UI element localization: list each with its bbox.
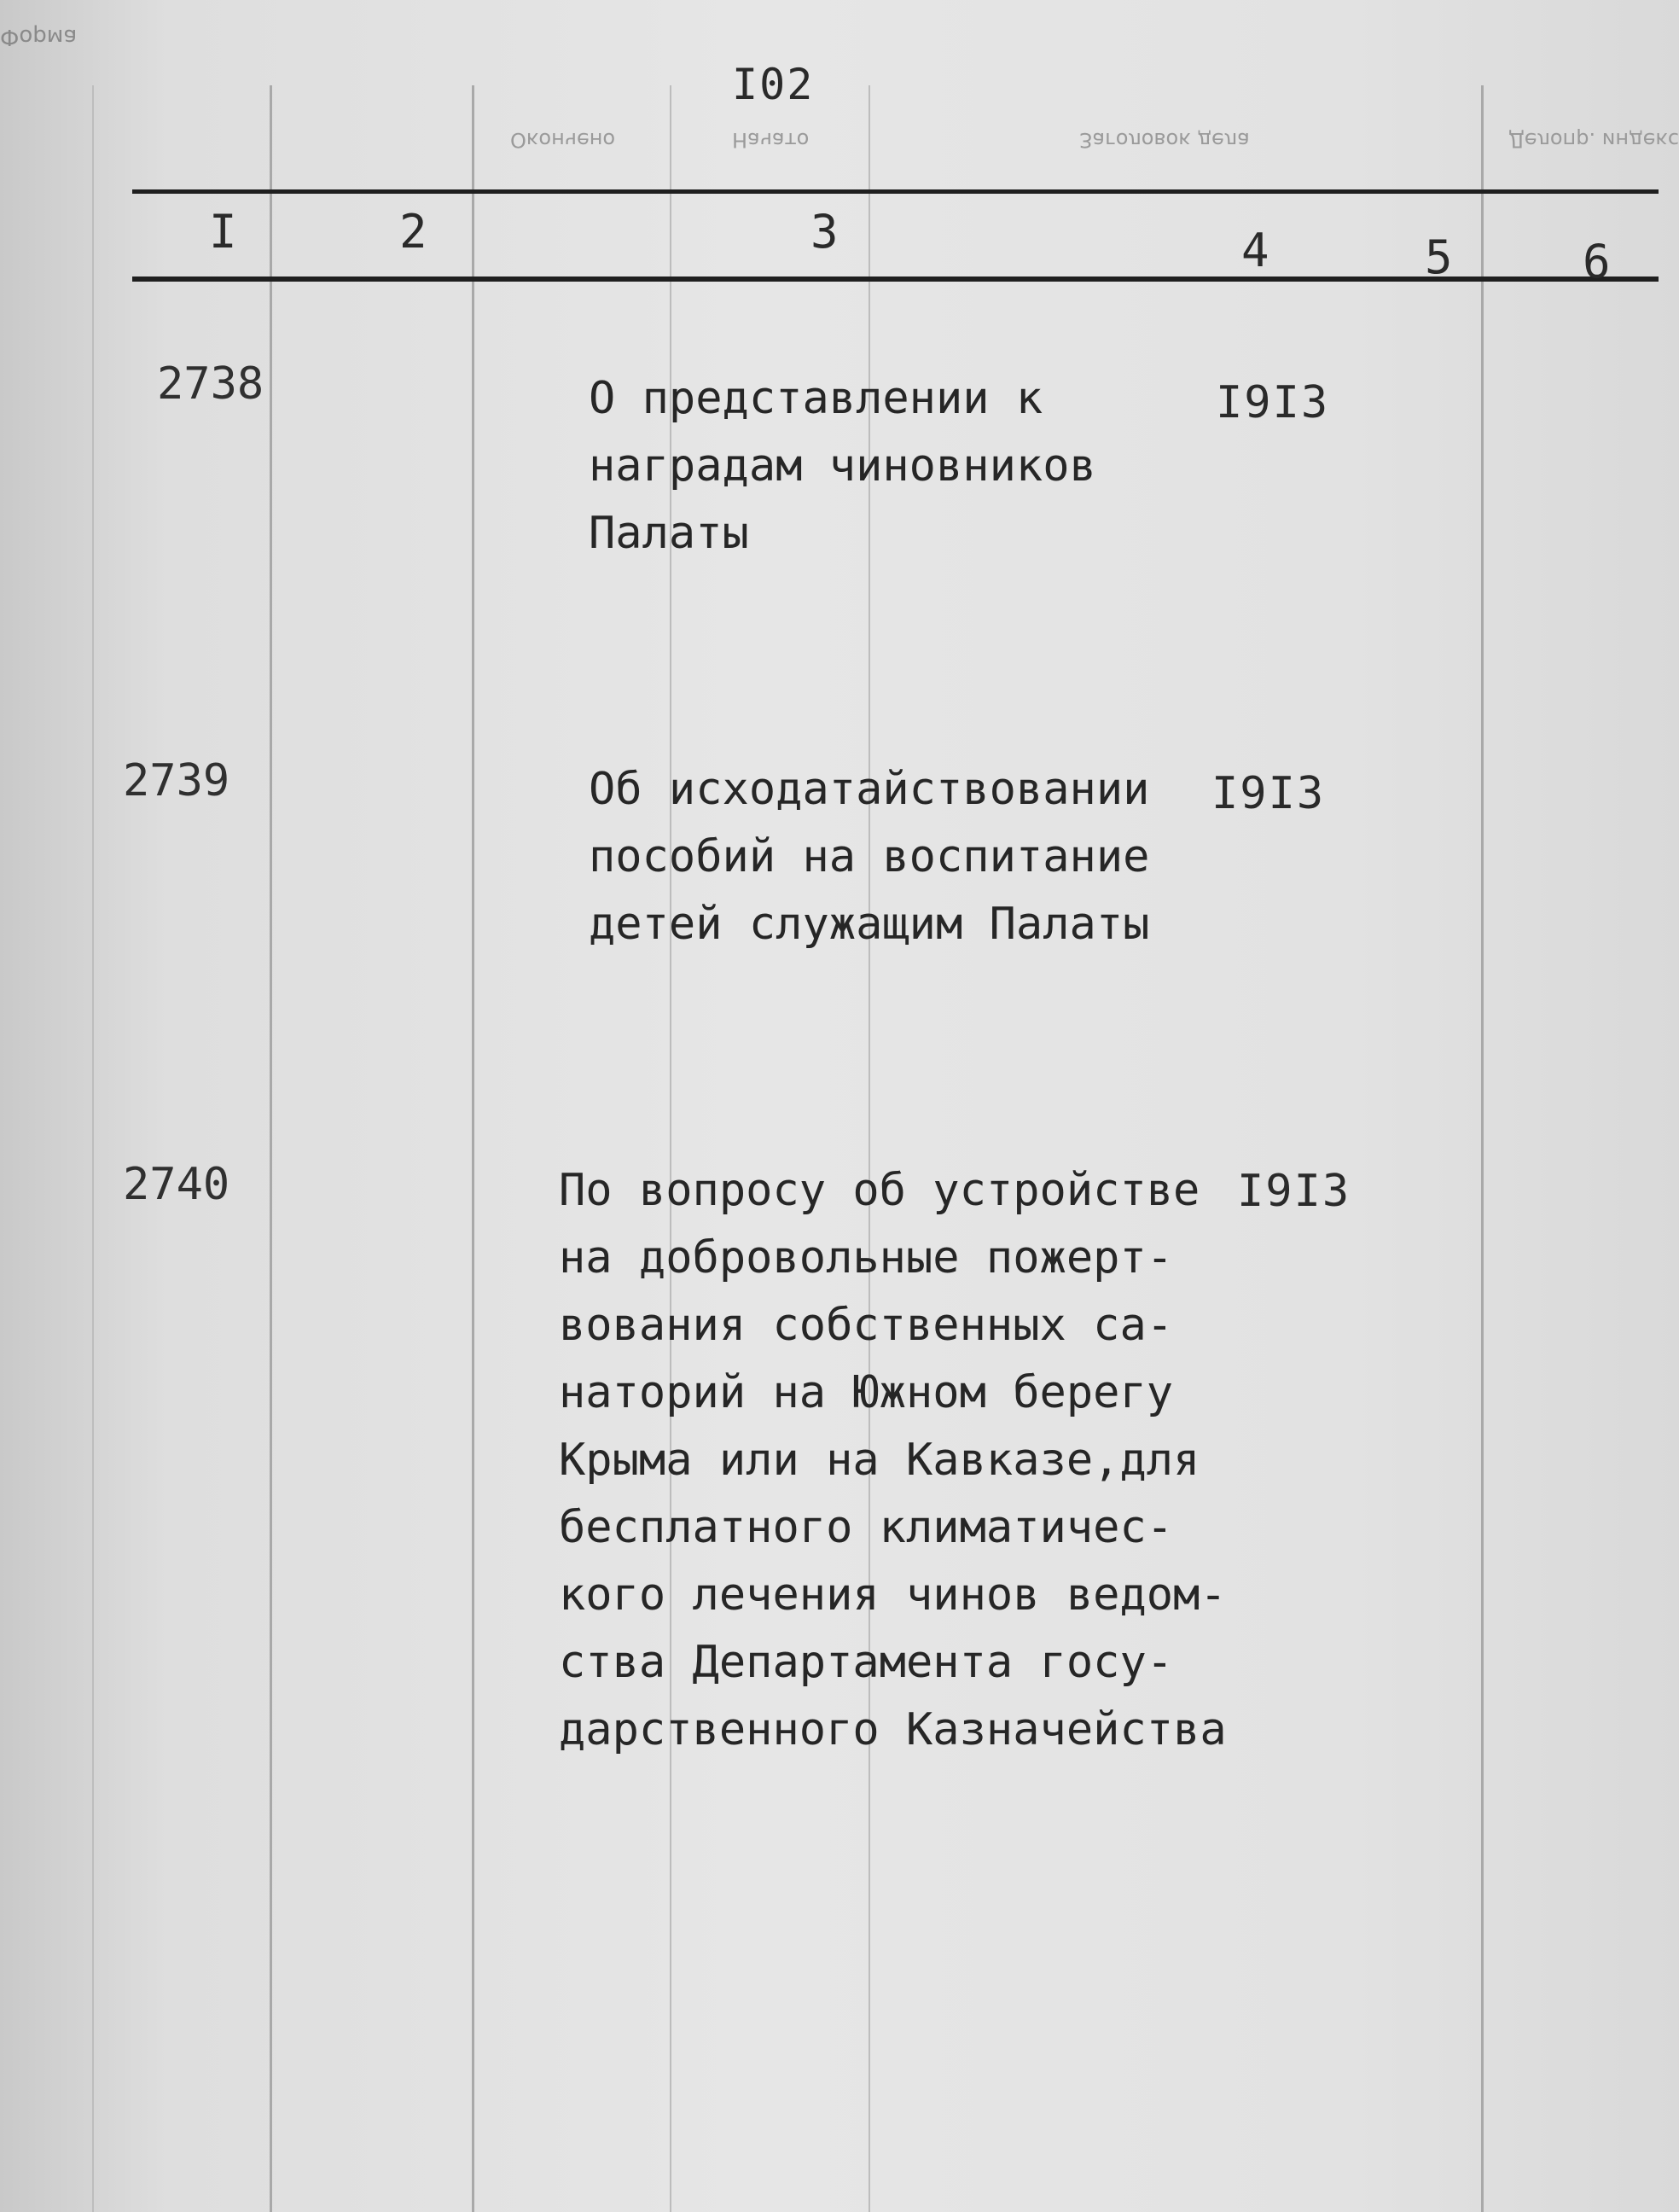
record-title-line: детей служащим Палаты <box>589 899 1150 950</box>
record-year: I9I3 <box>1237 1166 1351 1217</box>
record-title-line: ства Департамента госу- <box>559 1637 1174 1688</box>
record-title-line: на добровольные пожерт- <box>559 1232 1174 1284</box>
column-number-2: 2 <box>399 205 427 259</box>
column-rule <box>92 85 94 2212</box>
record-title-line: кого лечения чинов ведом- <box>559 1569 1227 1621</box>
record-year: I9I3 <box>1216 377 1330 428</box>
column-number-1: I <box>209 205 237 259</box>
record-title-line: наторий на Южном берегу <box>559 1367 1174 1418</box>
column-rule <box>1481 85 1484 2212</box>
column-heading: Окончено <box>510 128 616 152</box>
column-number-6: 6 <box>1583 235 1611 288</box>
record-title-line: По вопросу об устройстве <box>559 1165 1200 1216</box>
column-heading: Заголовок дела <box>1079 128 1250 152</box>
header-rule-top <box>132 189 1659 194</box>
page-number: I02 <box>732 60 815 109</box>
column-number-5: 5 <box>1425 230 1453 284</box>
record-title-line: вования собственных са- <box>559 1300 1174 1351</box>
column-number-4: 4 <box>1241 224 1269 277</box>
record-title-line: Об исходатайствовании <box>589 764 1150 815</box>
record-title-line: О представлении к <box>589 373 1043 424</box>
column-number-3: 3 <box>810 205 839 259</box>
column-heading: Начато <box>732 128 810 152</box>
record-number: 2739 <box>123 755 230 806</box>
record-number: 2738 <box>157 358 264 410</box>
record-title-line: пособий на воспитание <box>589 831 1150 882</box>
column-rule <box>472 85 474 2212</box>
record-title <box>589 365 1096 568</box>
form-label: Форма <box>0 24 78 49</box>
column-heading: Делопр. индекс <box>1508 128 1679 152</box>
record-title-line: бесплатного климатичес- <box>559 1502 1174 1553</box>
record-year: I9I3 <box>1211 768 1326 819</box>
record-title <box>559 1157 1227 1764</box>
record-title-line: наградам чиновников <box>589 440 1096 492</box>
record-title <box>589 756 1149 958</box>
column-rule <box>270 85 272 2212</box>
record-title-line: Крыма или на Кавказе,для <box>559 1435 1200 1486</box>
record-title-line: дарственного Казначейства <box>559 1704 1227 1755</box>
record-number: 2740 <box>123 1159 230 1210</box>
record-title-line: Палаты <box>589 508 749 559</box>
